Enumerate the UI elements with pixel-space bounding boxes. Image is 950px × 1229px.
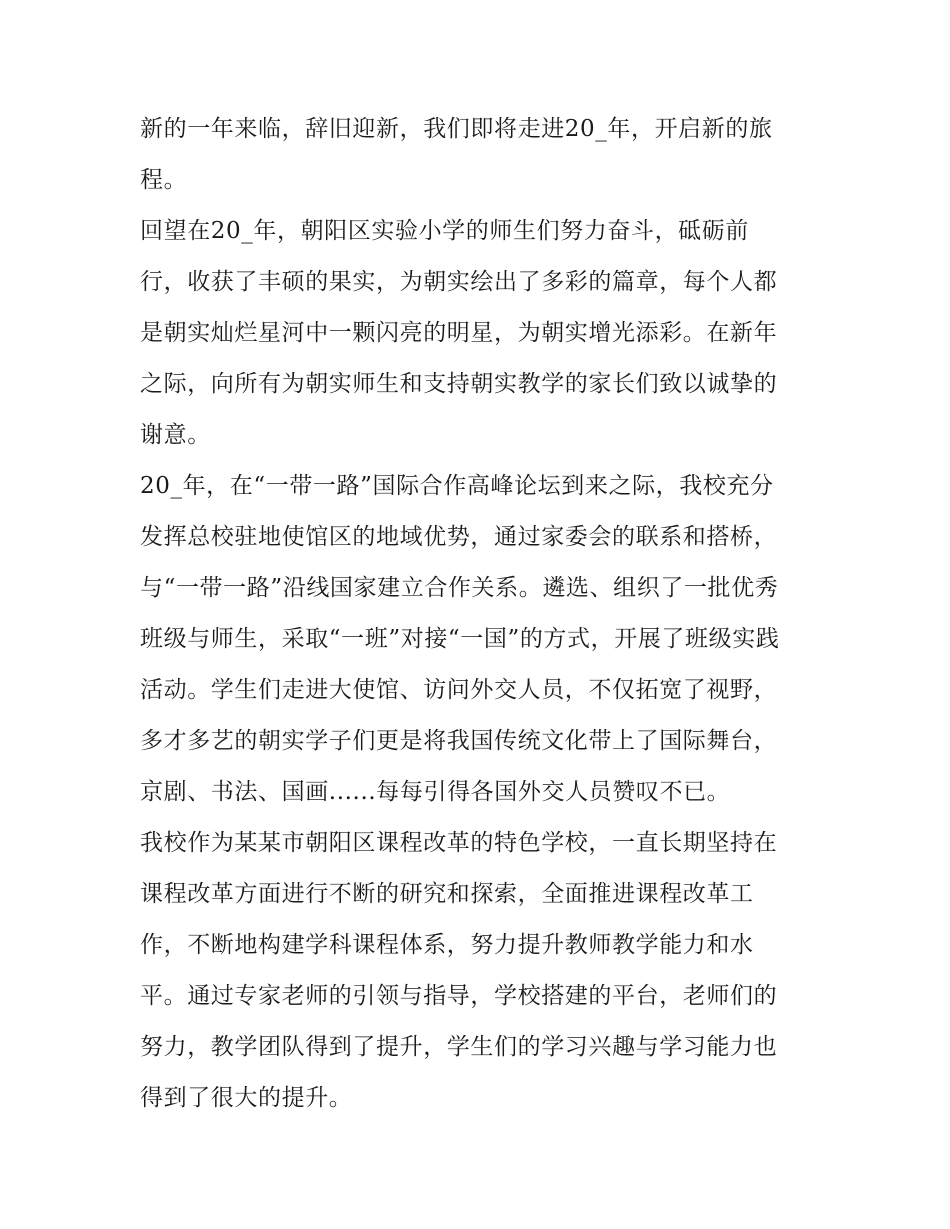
text-line: 班级与师生，采取“一班”对接“一国”的方式，开展了班级实践 [140,626,780,652]
text-line: 努力，教学团队得到了提升，学生们的学习兴趣与学习能力也 [140,1034,778,1060]
text-line: 回望在20_年，朝阳区实验小学的师生们努力奋斗，砥砺前 [140,218,749,244]
text-line: 作，不断地构建学科课程体系，努力提升教师教学能力和水 [140,932,754,958]
text-line: 是朝实灿烂星河中一颗闪亮的明星，为朝实增光添彩。在新年 [140,320,778,346]
text-line: 课程改革方面进行不断的研究和探索，全面推进课程改革工 [140,881,754,907]
text-line: 多才多艺的朝实学子们更是将我国传统文化带上了国际舞台， [140,728,778,754]
text-line: 活动。学生们走进大使馆、访问外交人员，不仅拓宽了视野， [140,677,778,703]
document-body [140,104,820,1124]
text-line: 得到了很大的提升。 [140,1085,353,1111]
text-line: 我校作为某某市朝阳区课程改革的特色学校，一直长期坚持在 [140,830,778,856]
text-line: 程。 [140,167,188,193]
text-line: 新的一年来临，辞旧迎新，我们即将走进20_年，开启新的旅 [140,116,773,142]
text-line: 行，收获了丰硕的果实，为朝实绘出了多彩的篇章，每个人都 [140,269,778,295]
text-line: 发挥总校驻地使馆区的地域优势，通过家委会的联系和搭桥， [140,524,778,550]
text-line: 之际，向所有为朝实师生和支持朝实教学的家长们致以诚挚的 [140,371,778,397]
text-line: 谢意。 [140,422,211,448]
text-line: 与“一带一路”沿线国家建立合作关系。遴选、组织了一批优秀 [140,575,779,601]
text-line: 20_年，在“一带一路”国际合作高峰论坛到来之际，我校充分 [140,473,774,499]
text-line: 平。通过专家老师的引领与指导，学校搭建的平台，老师们的 [140,983,778,1009]
text-line: 京剧、书法、国画......每每引得各国外交人员赞叹不已。 [140,779,731,805]
